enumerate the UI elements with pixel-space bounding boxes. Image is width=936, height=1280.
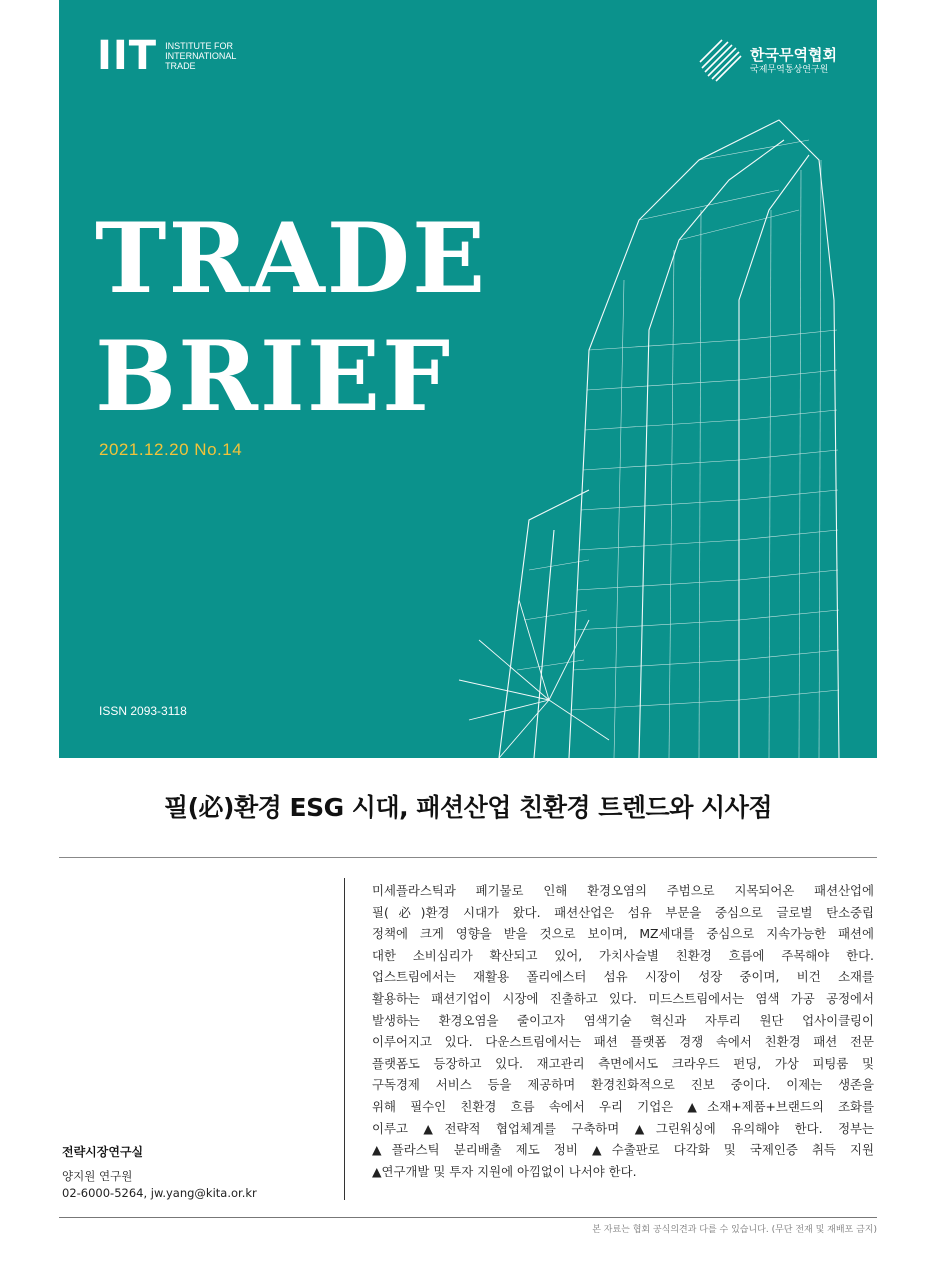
cover-panel bbox=[59, 0, 877, 758]
kita-logo bbox=[698, 38, 837, 84]
cover-title-line: BRIEF bbox=[95, 320, 453, 433]
column-divider bbox=[344, 878, 345, 1200]
issue-date: 2021.12.20 No.14 bbox=[99, 440, 243, 459]
abstract-line: ▲플라스틱 분리배출 제도 정비 ▲수출판로 다각화 및 국제인증 취득 지원 bbox=[372, 1142, 874, 1158]
divider bbox=[59, 857, 877, 858]
issn-label: ISSN 2093-3118 bbox=[99, 704, 187, 718]
iit-logo bbox=[97, 33, 237, 79]
abstract bbox=[372, 880, 874, 1182]
report-headline: 필(必)환경 ESG 시대, 패션산업 친환경 트렌드와 시사점 bbox=[163, 793, 773, 822]
abstract-line: 대한 소비심리가 확산되고 있어, 가치사슬별 친환경 흐름에 주목해야 한다. bbox=[372, 947, 874, 963]
iit-logo-text bbox=[165, 41, 236, 71]
kita-emblem-icon bbox=[698, 38, 744, 84]
abstract-line: 정책에 크게 영향을 받을 것으로 보이며, MZ세대를 중심으로 지속가능한 패션에 bbox=[372, 926, 874, 942]
iit-logo-mark: IIT bbox=[97, 33, 158, 79]
abstract-line: 이루어지고 있다. 다운스트림에서는 패션 플랫폼 경쟁 속에서 친환경 패션 전문 bbox=[372, 1034, 874, 1050]
author-name: 양지원 연구원 bbox=[62, 1169, 133, 1183]
iit-logo-text-line: TRADE bbox=[165, 61, 196, 71]
abstract-line: 미세플라스틱과 폐기물로 인해 환경오염의 주범으로 지목되어온 패션산업에 bbox=[372, 883, 874, 898]
abstract-line: 업스트림에서는 재활용 폴리에스터 섬유 시장이 성장 중이며, 비건 소재를 bbox=[372, 969, 874, 985]
abstract-line: 이루고 ▲전략적 협업체계를 구축하며 ▲그린워싱에 유의해야 한다. 정부는 bbox=[372, 1120, 874, 1136]
abstract-line: 위해 필수인 친환경 흐름 속에서 우리 기업은 ▲소재+제품+브랜드의 조화를 bbox=[372, 1098, 874, 1114]
abstract-line: 구독경제 서비스 등을 제공하며 환경친화적으로 진보 중이다. 이제는 생존을 bbox=[372, 1077, 874, 1093]
skyscraper-illustration-icon bbox=[439, 100, 877, 758]
cover-title bbox=[95, 200, 487, 436]
footer-divider bbox=[59, 1217, 877, 1218]
author-department: 전략시장연구실 bbox=[62, 1145, 144, 1159]
abstract-line: 플랫폼도 등장하고 있다. 재고관리 측면에서도 크라우드 펀딩, 가상 피팅룸 및 bbox=[372, 1055, 874, 1071]
kita-text bbox=[750, 46, 837, 76]
cover-title-line: TRADE bbox=[95, 202, 488, 315]
abstract-line: 발생하는 환경오염을 줄이고자 염색기술 혁신과 자투리 원단 업사이클링이 bbox=[372, 1012, 874, 1028]
author-contact: 02-6000-5264, jw.yang@kita.or.kr bbox=[62, 1186, 257, 1200]
kita-subtitle: 국제무역통상연구원 bbox=[750, 65, 829, 75]
author-block bbox=[62, 1143, 257, 1202]
abstract-line: 활용하는 패션기업이 시장에 진출하고 있다. 미드스트림에서는 염색 가공 공정에서 bbox=[372, 990, 874, 1006]
iit-logo-text-line: INSTITUTE FOR bbox=[165, 41, 234, 51]
iit-logo-text-line: INTERNATIONAL bbox=[165, 51, 237, 61]
abstract-line: ▲연구개발 및 투자 지원에 아낌없이 나서야 한다. bbox=[372, 1163, 637, 1179]
footer-note: 본 자료는 협회 공식의견과 다를 수 있습니다. (무단 전재 및 재배포 금지) bbox=[592, 1225, 877, 1235]
kita-name: 한국무역협회 bbox=[750, 46, 837, 64]
abstract-line: 필(必)환경 시대가 왔다. 패션산업은 섬유 부문을 중심으로 글로벌 탄소중립 bbox=[372, 904, 874, 920]
